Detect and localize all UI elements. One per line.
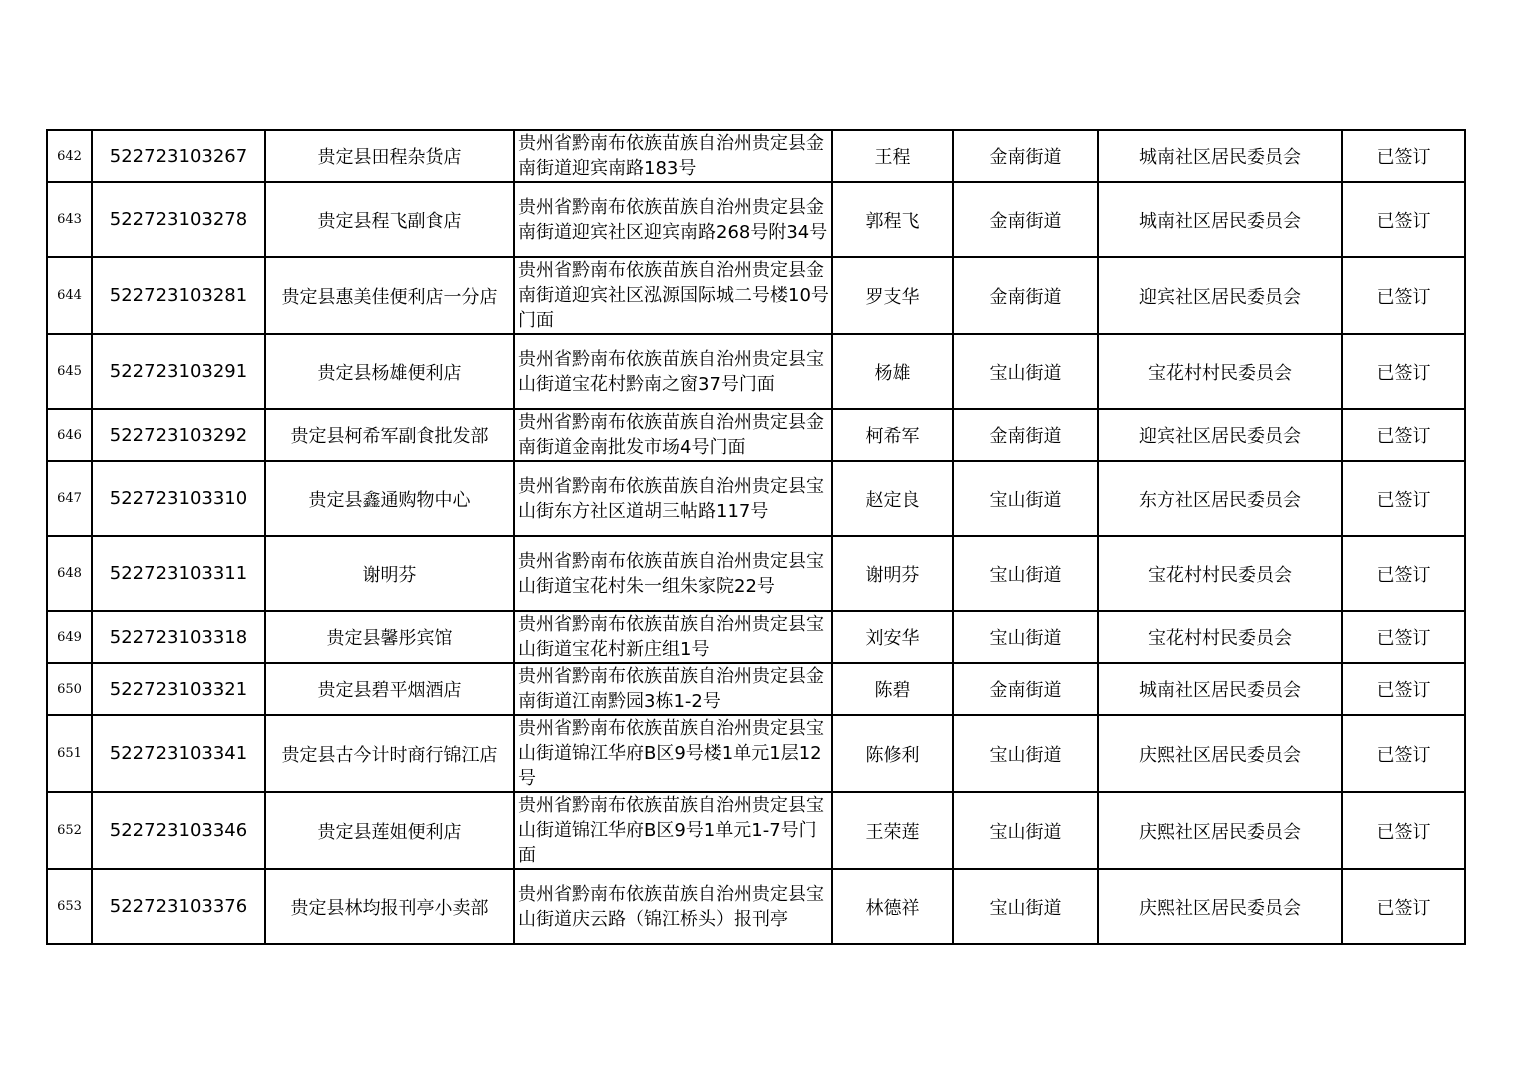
records-table <box>46 129 1466 945</box>
merchant-address: 贵州省黔南布依族苗族自治州贵定县宝山街东方社区道胡三帖路117号 <box>514 461 832 536</box>
merchant-name: 贵定县田程杂货店 <box>265 130 514 182</box>
merchant-address: 贵州省黔南布依族苗族自治州贵定县宝山街道庆云路（锦江桥头）报刊亭 <box>514 869 832 944</box>
merchant-code: 522723103341 <box>92 715 265 792</box>
sign-status: 已签订 <box>1342 409 1465 461</box>
contact-person: 罗支华 <box>832 257 953 334</box>
street-office: 宝山街道 <box>953 611 1098 663</box>
merchant-code: 522723103376 <box>92 869 265 944</box>
data-sheet <box>46 129 1466 945</box>
contact-person: 林德祥 <box>832 869 953 944</box>
street-office: 宝山街道 <box>953 461 1098 536</box>
merchant-code: 522723103291 <box>92 334 265 409</box>
contact-person: 柯希军 <box>832 409 953 461</box>
row-number: 644 <box>47 257 92 334</box>
merchant-code: 522723103311 <box>92 536 265 611</box>
merchant-name: 贵定县鑫通购物中心 <box>265 461 514 536</box>
table-row <box>47 536 1465 611</box>
street-office: 金南街道 <box>953 257 1098 334</box>
street-office: 宝山街道 <box>953 869 1098 944</box>
sign-status: 已签订 <box>1342 536 1465 611</box>
merchant-address: 贵州省黔南布依族苗族自治州贵定县金南街道迎宾社区迎宾南路268号附34号 <box>514 182 832 257</box>
sign-status: 已签订 <box>1342 334 1465 409</box>
row-number: 649 <box>47 611 92 663</box>
merchant-address: 贵州省黔南布依族苗族自治州贵定县宝山街道宝花村新庄组1号 <box>514 611 832 663</box>
sign-status: 已签订 <box>1342 869 1465 944</box>
merchant-address: 贵州省黔南布依族苗族自治州贵定县宝山街道锦江华府B区9号楼1单元1层12号 <box>514 715 832 792</box>
community-committee: 东方社区居民委员会 <box>1098 461 1342 536</box>
street-office: 金南街道 <box>953 182 1098 257</box>
contact-person: 陈修利 <box>832 715 953 792</box>
table-row <box>47 461 1465 536</box>
street-office: 金南街道 <box>953 409 1098 461</box>
table-row <box>47 715 1465 792</box>
contact-person: 陈碧 <box>832 663 953 715</box>
street-office: 宝山街道 <box>953 715 1098 792</box>
street-office: 金南街道 <box>953 663 1098 715</box>
merchant-name: 贵定县惠美佳便利店一分店 <box>265 257 514 334</box>
community-committee: 城南社区居民委员会 <box>1098 663 1342 715</box>
merchant-code: 522723103267 <box>92 130 265 182</box>
merchant-address: 贵州省黔南布依族苗族自治州贵定县宝山街道宝花村黔南之窗37号门面 <box>514 334 832 409</box>
row-number: 646 <box>47 409 92 461</box>
community-committee: 宝花村村民委员会 <box>1098 334 1342 409</box>
merchant-address: 贵州省黔南布依族苗族自治州贵定县金南街道江南黔园3栋1-2号 <box>514 663 832 715</box>
row-number: 643 <box>47 182 92 257</box>
street-office: 宝山街道 <box>953 792 1098 869</box>
community-committee: 宝花村村民委员会 <box>1098 611 1342 663</box>
contact-person: 杨雄 <box>832 334 953 409</box>
merchant-address: 贵州省黔南布依族苗族自治州贵定县宝山街道锦江华府B区9号1单元1-7号门面 <box>514 792 832 869</box>
merchant-code: 522723103292 <box>92 409 265 461</box>
row-number: 642 <box>47 130 92 182</box>
row-number: 647 <box>47 461 92 536</box>
community-committee: 城南社区居民委员会 <box>1098 182 1342 257</box>
community-committee: 城南社区居民委员会 <box>1098 130 1342 182</box>
table-row <box>47 869 1465 944</box>
contact-person: 刘安华 <box>832 611 953 663</box>
sign-status: 已签订 <box>1342 715 1465 792</box>
row-number: 650 <box>47 663 92 715</box>
street-office: 宝山街道 <box>953 334 1098 409</box>
merchant-name: 贵定县碧平烟酒店 <box>265 663 514 715</box>
merchant-code: 522723103281 <box>92 257 265 334</box>
community-committee: 庆熙社区居民委员会 <box>1098 869 1342 944</box>
row-number: 653 <box>47 869 92 944</box>
table-row <box>47 182 1465 257</box>
merchant-name: 贵定县柯希军副食批发部 <box>265 409 514 461</box>
merchant-address: 贵州省黔南布依族苗族自治州贵定县金南街道迎宾南路183号 <box>514 130 832 182</box>
sign-status: 已签订 <box>1342 792 1465 869</box>
street-office: 宝山街道 <box>953 536 1098 611</box>
table-row <box>47 792 1465 869</box>
street-office: 金南街道 <box>953 130 1098 182</box>
merchant-name: 贵定县程飞副食店 <box>265 182 514 257</box>
merchant-address: 贵州省黔南布依族苗族自治州贵定县宝山街道宝花村朱一组朱家院22号 <box>514 536 832 611</box>
community-committee: 迎宾社区居民委员会 <box>1098 257 1342 334</box>
contact-person: 谢明芬 <box>832 536 953 611</box>
merchant-name: 贵定县林均报刊亭小卖部 <box>265 869 514 944</box>
merchant-code: 522723103278 <box>92 182 265 257</box>
row-number: 651 <box>47 715 92 792</box>
merchant-name: 贵定县古今计时商行锦江店 <box>265 715 514 792</box>
sign-status: 已签订 <box>1342 182 1465 257</box>
table-row <box>47 334 1465 409</box>
row-number: 652 <box>47 792 92 869</box>
table-row <box>47 409 1465 461</box>
merchant-name: 贵定县莲姐便利店 <box>265 792 514 869</box>
sign-status: 已签订 <box>1342 257 1465 334</box>
contact-person: 赵定良 <box>832 461 953 536</box>
table-row <box>47 663 1465 715</box>
contact-person: 王程 <box>832 130 953 182</box>
sign-status: 已签订 <box>1342 611 1465 663</box>
merchant-name: 贵定县杨雄便利店 <box>265 334 514 409</box>
sign-status: 已签订 <box>1342 461 1465 536</box>
contact-person: 郭程飞 <box>832 182 953 257</box>
merchant-code: 522723103321 <box>92 663 265 715</box>
community-committee: 庆熙社区居民委员会 <box>1098 792 1342 869</box>
table-row <box>47 130 1465 182</box>
merchant-name: 贵定县馨彤宾馆 <box>265 611 514 663</box>
table-row <box>47 257 1465 334</box>
sign-status: 已签订 <box>1342 663 1465 715</box>
community-committee: 庆熙社区居民委员会 <box>1098 715 1342 792</box>
records-body <box>47 130 1465 944</box>
merchant-code: 522723103310 <box>92 461 265 536</box>
merchant-address: 贵州省黔南布依族苗族自治州贵定县金南街道迎宾社区泓源国际城二号楼10号门面 <box>514 257 832 334</box>
community-committee: 迎宾社区居民委员会 <box>1098 409 1342 461</box>
row-number: 648 <box>47 536 92 611</box>
merchant-name: 谢明芬 <box>265 536 514 611</box>
contact-person: 王荣莲 <box>832 792 953 869</box>
row-number: 645 <box>47 334 92 409</box>
merchant-address: 贵州省黔南布依族苗族自治州贵定县金南街道金南批发市场4号门面 <box>514 409 832 461</box>
table-row <box>47 611 1465 663</box>
sign-status: 已签订 <box>1342 130 1465 182</box>
community-committee: 宝花村村民委员会 <box>1098 536 1342 611</box>
merchant-code: 522723103346 <box>92 792 265 869</box>
merchant-code: 522723103318 <box>92 611 265 663</box>
